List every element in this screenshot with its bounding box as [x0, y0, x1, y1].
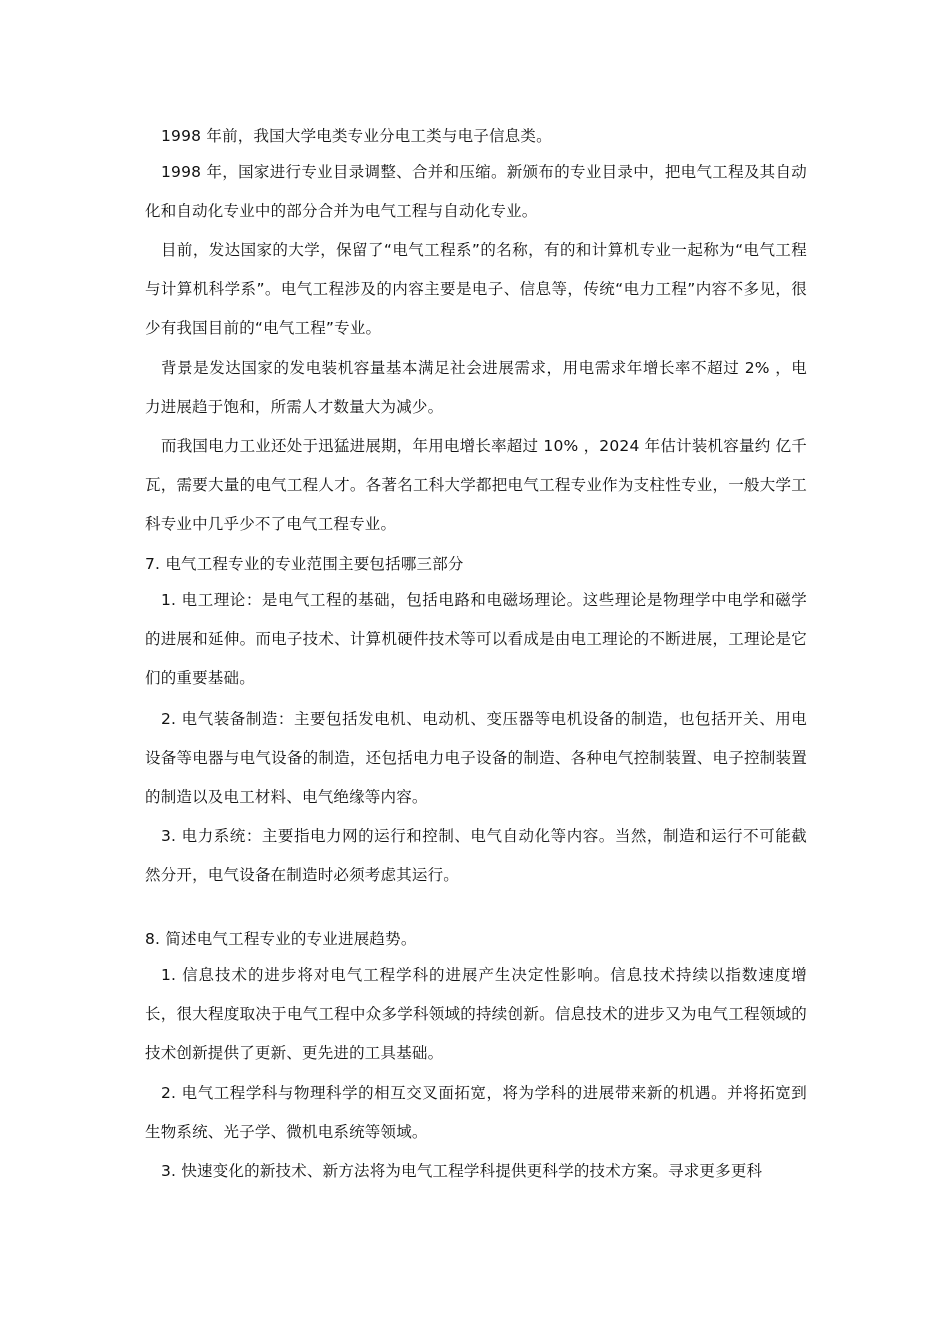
paragraph-2: 1998 年，国家进行专业目录调整、合并和压缩。新颁布的专业目录中，把电气工程及其自动化和自动化专业中的部分合并为电气工程与自动化专业。 [145, 163, 807, 220]
question-8-item-1: 1. 信息技术的进步将对电气工程学科的进展产生决定性影响。信息技术持续以指数速度增长，很大程度取决于电气工程中众多学科领域的持续创新。信息技术的进步又为电气工程领域的技术创新提供了更新、更先进的工具基础。 [145, 966, 807, 1062]
paragraph-3: 目前，发达国家的大学，保留了“电气工程系”的名称，有的和计算机专业一起称为“电气工程与计算机科学系”。电气工程涉及的内容主要是电子、信息等，传统“电力工程”内容不多见，很少有我国目前的“电气工程”专业。 [145, 241, 807, 337]
paragraph-4: 背景是发达国家的发电装机容量基本满足社会进展需求，用电需求年增长率不超过 2% ，电力进展趋于饱和，所需人才数量大为减少。 [145, 359, 807, 416]
question-7-item-1: 1. 电工理论：是电气工程的基础，包括电路和电磁场理论。这些理论是物理学中电学和磁学的进展和延伸。而电子技术、计算机硬件技术等可以看成是由电工理论的不断进展，工理论是它们的重要基础。 [145, 591, 807, 687]
question-7-item-2: 2. 电气装备制造：主要包括发电机、电动机、变压器等电机设备的制造，也包括开关、用电设备等电器与电气设备的制造，还包括电力电子设备的制造、各种电气控制装置、电子控制装置的制造以及电工材料、电气绝缘等内容。 [145, 710, 807, 806]
question-8-item-3: 3. 快速变化的新技术、新方法将为电气工程学科提供更科学的技术方案。寻求更多更科 [161, 1162, 763, 1180]
question-7-heading: 7. 电气工程专业的专业范围主要包括哪三部分 [145, 555, 464, 573]
question-8-item-2: 2. 电气工程学科与物理科学的相互交叉面拓宽，将为学科的进展带来新的机遇。并将拓宽到生物系统、光子学、微机电系统等领域。 [145, 1084, 807, 1141]
question-8-heading: 8. 简述电气工程专业的专业进展趋势。 [145, 930, 417, 948]
paragraph-5: 而我国电力工业还处于迅猛进展期，年用电增长率超过 10% ，2024 年估计装机容量约 亿千瓦，需要大量的电气工程人才。各著名工科大学都把电气工程专业作为支柱性专业，一般大学工科专业中几乎少不了电气工程专业。 [145, 437, 807, 533]
question-7-item-3: 3. 电力系统：主要指电力网的运行和控制、电气自动化等内容。当然，制造和运行不可能截然分开，电气设备在制造时必须考虑其运行。 [145, 827, 807, 884]
paragraph-1: 1998 年前，我国大学电类专业分电工类与电子信息类。 [161, 127, 552, 145]
